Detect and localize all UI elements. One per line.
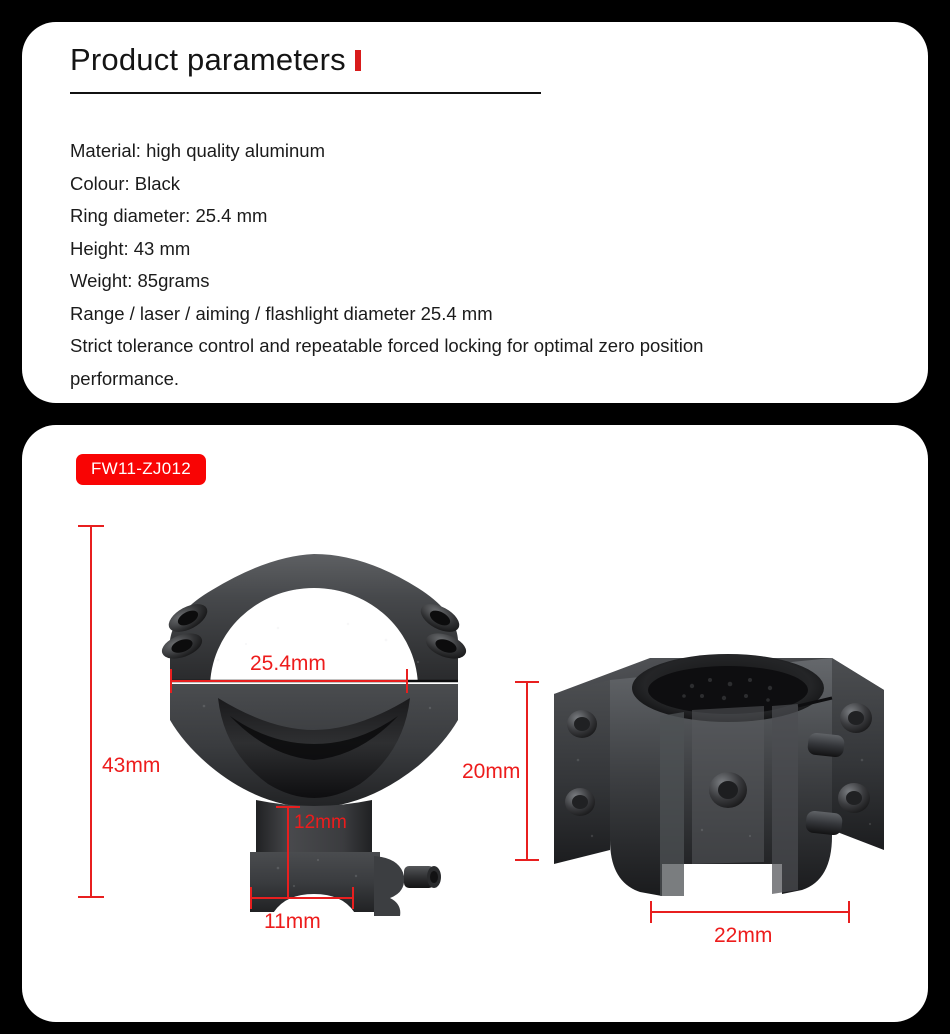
cross-bolt-lower [805, 810, 843, 836]
dimension-tick-22mm-right [848, 901, 850, 923]
spec-line-colour: Colour: Black [70, 172, 181, 194]
dimension-tick-12mm-top [276, 806, 300, 808]
cross-bolt [404, 866, 441, 888]
page-title-text: Product parameters [70, 42, 346, 77]
dimension-tick-22mm-left [650, 901, 652, 923]
specification-list [70, 135, 870, 395]
spec-line-weight: Weight: 85grams [70, 270, 210, 291]
figure-area [22, 425, 928, 1022]
dimension-tick-43mm-bottom [78, 896, 104, 898]
page-title [70, 44, 361, 75]
spec-line-ring-diameter: Ring diameter: 25.4 mm [70, 205, 268, 226]
section-header [70, 44, 361, 75]
screw-center [709, 772, 747, 808]
dimension-label-base-12mm: 12mm [294, 812, 347, 833]
screw-front-right-lower [838, 783, 870, 813]
dimension-tick-20mm-bottom [515, 859, 539, 861]
spec-line-tolerance: Strict tolerance control and repeatable forced locking for optimal zero position performance. [70, 335, 704, 389]
front-rib-right [772, 704, 798, 894]
specifications-card [22, 22, 928, 403]
spec-line-material: Material: high quality aluminum [70, 140, 326, 161]
dimension-label-height-20mm: 20mm [462, 760, 521, 783]
dimension-tick-25-4mm-right [406, 669, 408, 693]
front-rib-left [660, 712, 684, 896]
dimension-tick-11mm-left [250, 887, 252, 909]
screw-front-left-upper [567, 710, 597, 738]
left-side-block [554, 680, 610, 864]
product-image-low-profile-ring [532, 650, 902, 920]
dimension-label-bore-25-4mm: 25.4mm [250, 652, 326, 675]
dimension-label-height-43mm: 43mm [102, 754, 161, 777]
dimension-line-width-22mm [650, 911, 850, 913]
title-accent-bar [355, 50, 361, 71]
title-underline [70, 92, 541, 94]
dimension-line-slot-11mm [250, 897, 354, 899]
screw-front-left-lower [565, 788, 595, 816]
model-number-badge: FW11-ZJ012 [76, 454, 206, 485]
dimension-line-bore-25-4mm [170, 680, 408, 682]
dimension-line-height-20mm [526, 681, 528, 861]
cross-bolt-upper [807, 732, 845, 758]
spec-line-height: Height: 43 mm [70, 237, 191, 259]
dimension-label-width-22mm: 22mm [714, 924, 773, 947]
dimension-tick-43mm-top [78, 525, 104, 527]
clamp-lever-block [374, 856, 404, 916]
screw-front-right-upper [840, 703, 872, 733]
dimension-label-slot-11mm: 11mm [264, 910, 321, 933]
spec-line-compatible-diameter: Range / laser / aiming / flashlight diameter 25.4 mm [70, 302, 493, 324]
dimension-line-base-12mm [287, 806, 289, 898]
dimension-tick-20mm-top [515, 681, 539, 683]
dimension-tick-25-4mm-left [170, 669, 172, 693]
dimension-line-height-43mm [90, 525, 92, 898]
product-image-high-profile-ring [118, 520, 508, 945]
dimension-tick-11mm-right [352, 887, 354, 909]
